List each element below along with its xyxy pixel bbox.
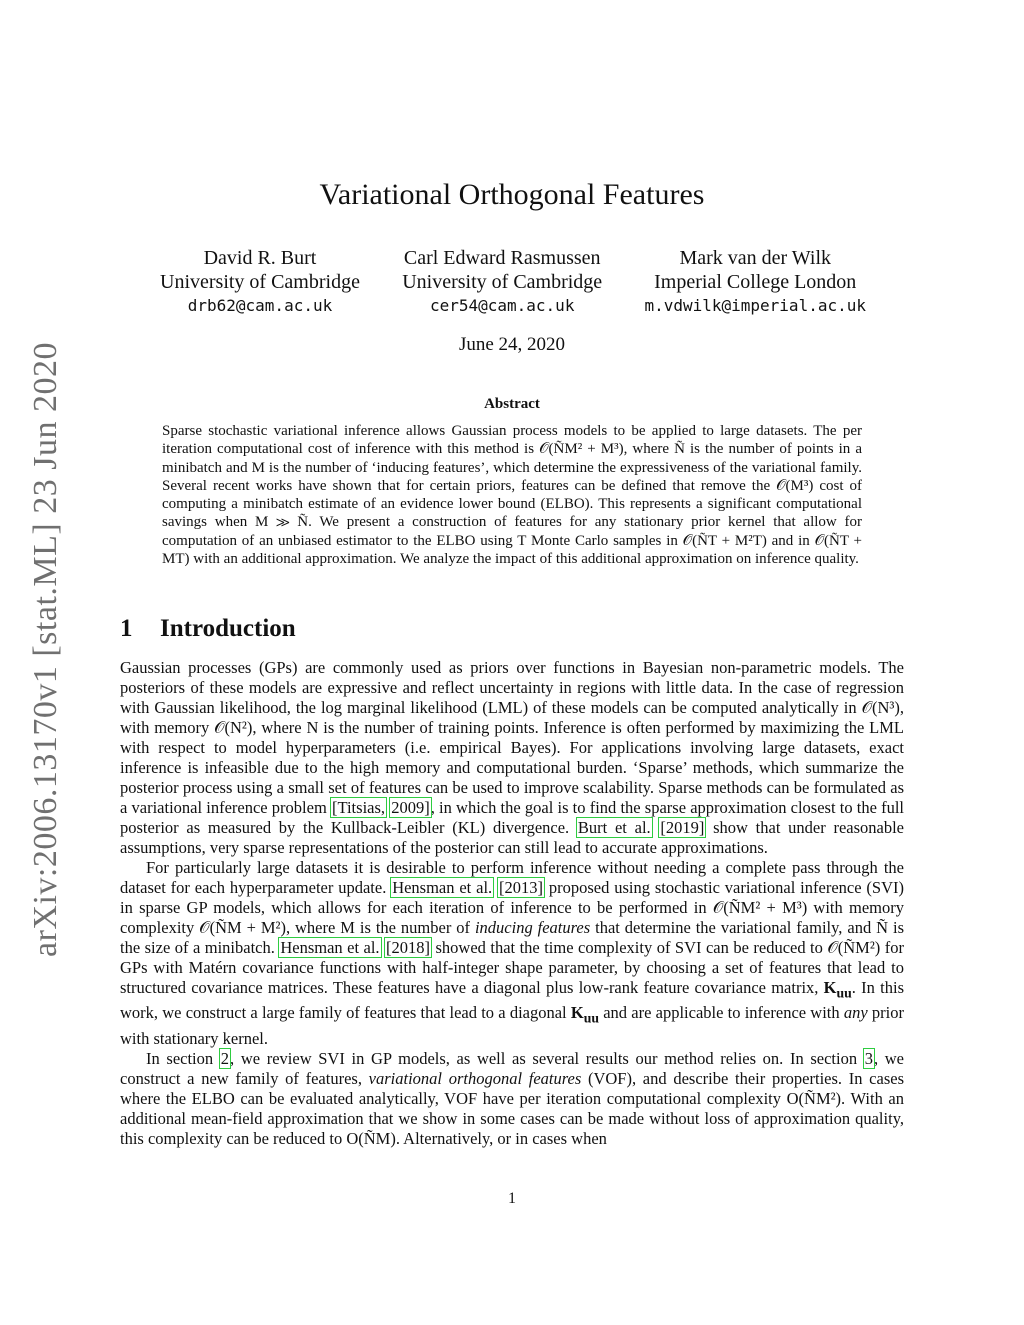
text-run: , in which the goal is to find the sparse approximation closest to the full posterior as measured by the Kullback-Leibler (KL) divergence. xyxy=(120,798,905,837)
matrix-kuu xyxy=(570,1003,600,1026)
text-run: For particularly large datasets it is desirable to perform inference without needing a complete pass through the dataset for each hyperparameter update. xyxy=(120,858,904,897)
citation-link[interactable]: [Titsias, xyxy=(331,798,386,817)
citation-link[interactable]: Hensman et al. xyxy=(280,938,380,957)
author-2 xyxy=(402,246,602,318)
paper-title: Variational Orthogonal Features xyxy=(319,178,705,211)
author-name: Carl Edward Rasmussen xyxy=(403,247,601,269)
text-run: , we construct a new family of features, xyxy=(120,1048,904,1088)
matrix-kuu xyxy=(823,978,852,1001)
text-run: showed that the time complexity of SVI can be reduced to 𝒪(ÑM²) for GPs with Matérn covariance functions with half-integer shape parameter, by choosing a set of features that lead to structured covariance matrices. These features have a diagonal plus low-rank feature covariance matrix, xyxy=(120,938,904,997)
body-text xyxy=(120,658,904,1149)
author-email[interactable]: cer54@cam.ac.uk xyxy=(429,296,575,315)
section-heading xyxy=(120,615,296,643)
page-number: 1 xyxy=(508,1190,516,1207)
citation-link[interactable]: [2018] xyxy=(386,938,431,957)
text-run: that determine the variational family, and Ñ is the size of a minibatch. xyxy=(120,918,904,957)
author-name: Mark van der Wilk xyxy=(679,247,831,269)
arxiv-stamp: arXiv:2006.13170v1 [stat.ML] 23 Jun 2020 xyxy=(27,342,64,957)
author-affiliation: University of Cambridge xyxy=(402,271,603,293)
author-1 xyxy=(160,246,360,318)
citation-link[interactable]: Burt et al. xyxy=(577,818,651,837)
author-email[interactable]: m.vdwilk@imperial.ac.uk xyxy=(644,296,866,315)
section-ref-link[interactable]: 3 xyxy=(864,1048,873,1068)
text-run: Gaussian processes (GPs) are commonly used as priors over functions in Bayesian non-parametric models. The posteriors of these models are expressive and reflect uncertainty in regions with little data. In the case of regression with Gaussian likelihood, the log marginal likelihood (LML) of these models can be computed analytically in 𝒪(N³), with memory 𝒪(N²), where N is the number of training points. Inference is often performed by maximizing the LML with respect to model hyperparameters (i.e. empirical Bayes). For applications involving large datasets, exact inference is infeasible due to the high memory and computational burden. ‘Sparse’ methods, which summarize the posterior process using a small set of features can be used to improve scalability. Sparse methods can be formulated as a variational inference problem xyxy=(120,658,904,817)
author-name: David R. Burt xyxy=(203,247,317,269)
section-ref-link[interactable]: 2 xyxy=(220,1048,230,1068)
emphasis-text: inducing features xyxy=(474,918,591,937)
paragraph-2 xyxy=(120,858,904,1049)
emphasis-text: variational orthogonal features xyxy=(368,1068,582,1088)
abstract-text: Sparse stochastic variational inference allows Gaussian process models to be applied to large datasets. The per iteration computational cost of inference with this method is 𝒪(ÑM² + M³), where Ñ is the number of points in a minibatch and M is the number of ‘inducing features’, which determine the expressiveness of the variational family. Several recent works have shown that for certain priors, features can be defined that remove the 𝒪(M³) cost of computing a minibatch estimate of an evidence lower bound (ELBO). This represents a significant computational savings when M ≫ Ñ. We present a construction of features for any stationary prior kernel that allow for computation of an unbiased estimator to the ELBO using T Monte Carlo samples in 𝒪(ÑT + M²T) and in 𝒪(ÑT + MT) with an additional approximation. We analyze the impact of this additional approximation on inference quality. xyxy=(162,423,862,568)
text-run: proposed using stochastic variational inference (SVI) in sparse GP models, which allows for each iteration of inference to be performed in 𝒪(ÑM² + M³) with memory complexity 𝒪(ÑM + M²), where M is the number of xyxy=(120,878,904,937)
citation-link[interactable]: 2009] xyxy=(391,798,430,817)
citation-link[interactable]: Hensman et al. xyxy=(392,878,493,897)
text-run: , we review SVI in GP models, as well as several results our method relies on. In section xyxy=(230,1048,864,1068)
paragraph-3 xyxy=(120,1049,904,1149)
matrix-symbol: K xyxy=(570,1003,584,1023)
section-number: 1 xyxy=(120,615,133,642)
paragraph-1 xyxy=(120,658,904,858)
text-run: prior with stationary kernel. xyxy=(120,1003,904,1048)
author-email[interactable]: drb62@cam.ac.uk xyxy=(187,296,333,315)
text-run: and are applicable to inference with xyxy=(599,1003,844,1023)
text-run: . In this work, we construct a large family of features that lead to a diagonal xyxy=(120,978,904,1023)
paper-date: June 24, 2020 xyxy=(458,334,566,355)
abstract-heading: Abstract xyxy=(484,396,540,412)
matrix-symbol: K xyxy=(823,978,837,997)
author-affiliation: University of Cambridge xyxy=(160,271,360,293)
matrix-subscript: uu xyxy=(836,985,852,1001)
text-run: show that under reasonable assumptions, very sparse representations of the posterior can still lead to accurate approximations. xyxy=(120,818,904,857)
text-run: (VOF), and describe their properties. In cases where the ELBO can be evaluated analytically, VOF have per iteration computational complexity O(ÑM²). With an additional mean-field approximation that we show in some cases can be made without loss of approximation quality, this complexity can be reduced to O(ÑM). Alternatively, or in cases when xyxy=(120,1068,904,1148)
citation-link[interactable]: [2013] xyxy=(499,878,544,897)
author-affiliation: Imperial College London xyxy=(654,271,857,293)
author-3 xyxy=(644,246,866,318)
matrix-subscript: uu xyxy=(583,1010,600,1026)
citation-link[interactable]: [2019] xyxy=(660,818,705,837)
author-block xyxy=(160,246,866,318)
text-run: In section xyxy=(146,1048,220,1068)
emphasis-text: any xyxy=(843,1003,868,1023)
section-title: Introduction xyxy=(160,615,296,642)
